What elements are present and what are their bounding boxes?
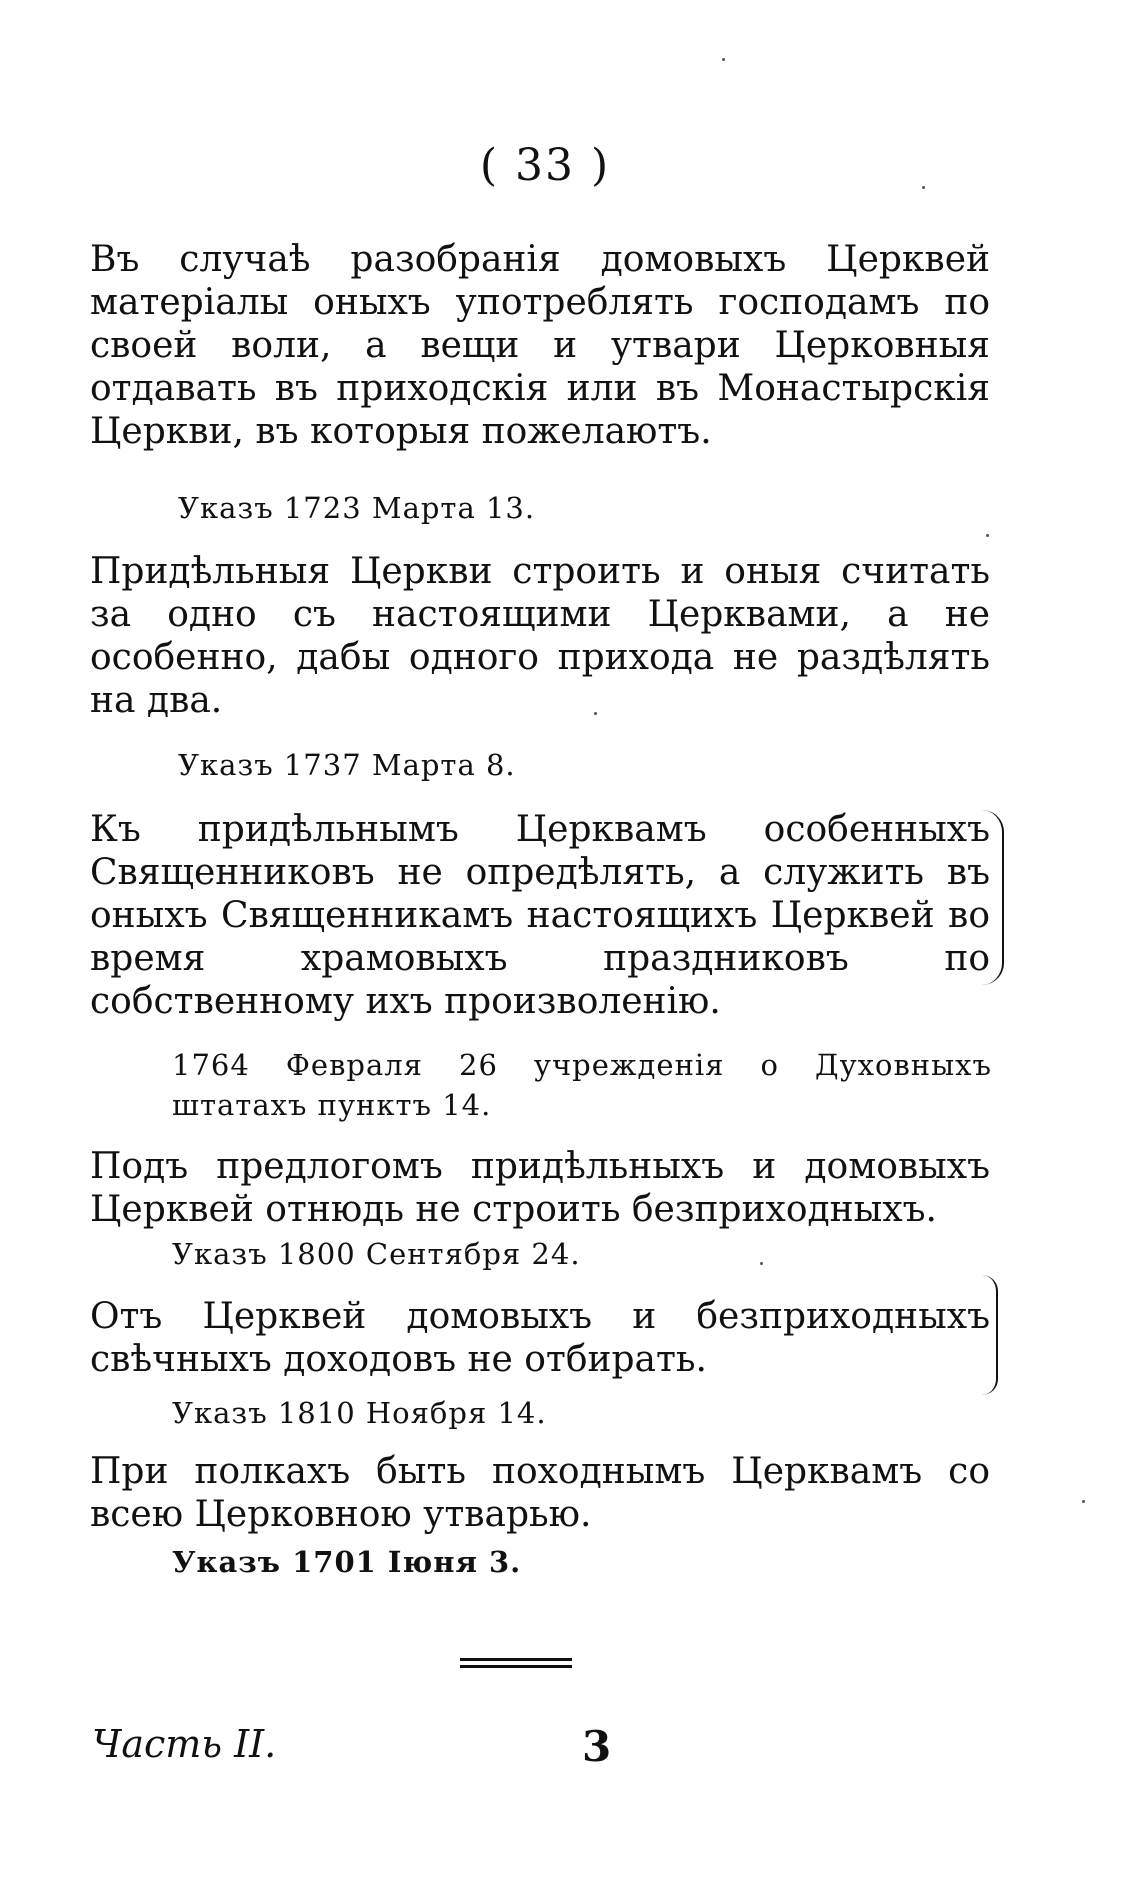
paper-speck — [922, 186, 925, 189]
decree-source-4: Указъ 1800 Сентября 24. — [172, 1237, 581, 1271]
decree-source-5: Указъ 1810 Ноября 14. — [172, 1396, 547, 1430]
decree-paragraph-1: Въ случаѣ разобранія домовыхъ Церквей матеріалы оныхъ употреблять господамъ по своей воли, а вещи и утвари Церковныя отдавать въ приходскія или въ Монастырскія Церкви, въ которыя пожелаютъ. — [90, 239, 990, 452]
paper-speck — [1082, 1500, 1085, 1503]
page-number: ( 33 ) — [479, 140, 611, 191]
section-divider — [460, 1658, 572, 1672]
paper-speck — [986, 534, 989, 537]
decree-source-3: 1764 Февраля 26 учрежденія о Духовныхъ штатахъ пунктъ 14. — [172, 1048, 992, 1122]
decree-paragraph-6: При полкахъ быть походнымъ Церквамъ со всею Церковною утварью. — [90, 1451, 990, 1535]
signature-mark: 3 — [582, 1722, 612, 1771]
decree-source-1: Указъ 1723 Марта 13. — [178, 491, 536, 525]
margin-bracket — [982, 1275, 998, 1395]
paper-speck — [722, 58, 725, 61]
decree-source-2: Указъ 1737 Марта 8. — [178, 748, 516, 782]
footer-part-label: Часть II. — [92, 1722, 277, 1766]
decree-paragraph-3: Къ придѣльнымъ Церквамъ особенныхъ Священниковъ не опредѣлять, а служить въ оныхъ Священникамъ настоящихъ Церквей во время храмовыхъ праздниковъ по собственному ихъ произволенію. — [90, 809, 990, 1022]
decree-paragraph-5: Отъ Церквей домовыхъ и безприходныхъ свѣчныхъ доходовъ не отбирать. — [90, 1296, 990, 1380]
decree-paragraph-4: Подъ предлогомъ придѣльныхъ и домовыхъ Церквей отнюдь не строить безприходныхъ. — [90, 1146, 990, 1230]
margin-bracket — [982, 810, 1004, 985]
paper-speck — [760, 1262, 763, 1265]
decree-source-6: Указъ 1701 Іюня 3. — [172, 1545, 522, 1579]
decree-paragraph-2: Придѣльныя Церкви строить и оныя считать за одно съ настоящими Церквами, а не особенно, дабы одного прихода не раздѣлять на два. — [90, 551, 990, 721]
paper-speck — [594, 712, 597, 715]
